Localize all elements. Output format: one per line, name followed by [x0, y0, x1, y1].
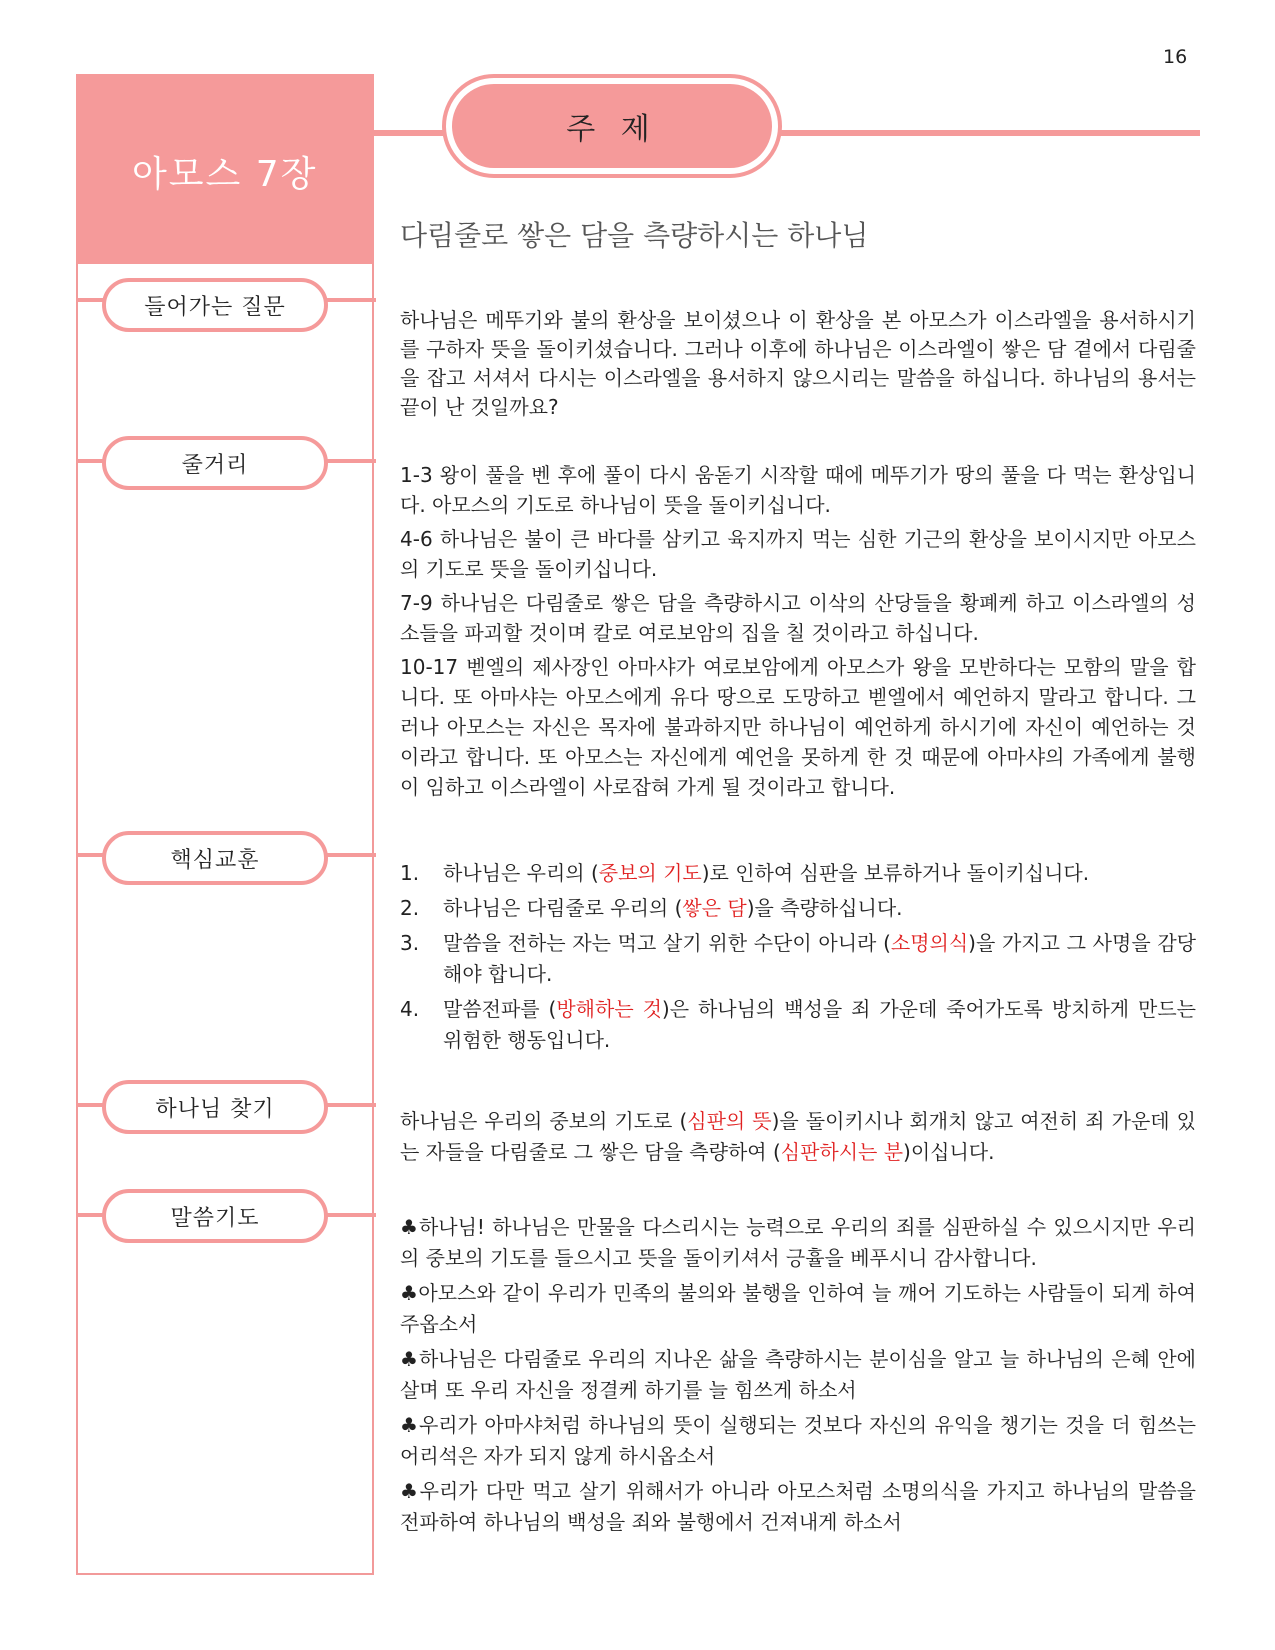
core-lessons-block [400, 858, 1196, 1060]
prayer-item: ♣하나님! 하나님은 만물을 다스리시는 능력으로 우리의 죄를 심판하실 수 있으시지만 우리의 중보의 기도를 들으시고 뜻을 돌이키셔서 긍휼을 베푸시니 감사합니다. [400, 1215, 1196, 1270]
list-item: 2. 하나님은 다림줄로 우리의 (쌓은 담)을 측량하십니다. [400, 893, 1196, 924]
summary-paragraph: 1-3 왕이 풀을 벤 후에 풀이 다시 움돋기 시작할 때에 메뚜기가 땅의 풀을 다 먹는 환상입니다. 아모스의 기도로 하나님이 뜻을 돌이키십니다. [400, 463, 1196, 517]
highlight-text: 소명의식 [890, 931, 969, 955]
highlight-text: 방해하는 것 [556, 997, 662, 1021]
highlight-text: 중보의 기도 [598, 861, 702, 885]
club-icon: ♣ [400, 1281, 419, 1305]
chapter-title: 아모스 7장 [132, 154, 318, 195]
list-item: 3. 말씀을 전하는 자는 먹고 살기 위한 수단이 아니라 (소명의식)을 가지고 그 사명을 감당해야 합니다. [400, 928, 1196, 990]
summary-block [400, 460, 1196, 806]
list-item-number: 1. [400, 861, 420, 885]
club-icon: ♣ [400, 1413, 419, 1437]
page-number: 16 [1163, 46, 1188, 68]
highlight-text: 심판하시는 분 [780, 1140, 904, 1164]
topic-pill [442, 74, 782, 178]
chapter-header [76, 74, 374, 264]
prayer-item: ♣우리가 아마샤처럼 하나님의 뜻이 실행되는 것보다 자신의 유익을 챙기는 것을 더 힘쓰는 어리석은 자가 되지 않게 하시옵소서 [400, 1413, 1196, 1468]
topic-label: 주 제 [452, 84, 772, 168]
list-item-number: 2. [400, 896, 420, 920]
find-god-text: 하나님은 우리의 중보의 기도로 (심판의 뜻)을 돌이키시나 회개치 않고 여전히 죄 가운데 있는 자들을 다림줄로 그 쌓은 담을 측량하여 (심판하시는 분)이십니다. [400, 1109, 1196, 1164]
section-label-prayer: 말씀기도 [102, 1189, 328, 1243]
intro-question-text: 하나님은 메뚜기와 불의 환상을 보이셨으나 이 환상을 본 아모스가 이스라엘을 용서하시기를 구하자 뜻을 돌이키셨습니다. 그러나 이후에 하나님은 이스라엘이 쌓은 담 곁에서 다림줄을 잡고 서셔서 다시는 이스라엘을 용서하지 않으시리는 말씀을 하십니다. 하나님의 용서는 끝이 난 것일까요? [400, 308, 1196, 419]
intro-question-block [400, 306, 1196, 422]
summary-paragraph: 7-9 하나님은 다림줄로 쌓은 담을 측량하시고 이삭의 산당들을 황폐케 하고 이스라엘의 성소들을 파괴할 것이며 칼로 여로보암의 집을 칠 것이라고 하십니다. [400, 591, 1196, 645]
section-label-find-god: 하나님 찾기 [102, 1080, 328, 1134]
highlight-text: 심판의 뜻 [687, 1109, 772, 1133]
topic-text: 다림줄로 쌓은 담을 측량하시는 하나님 [400, 219, 869, 252]
list-item: 1. 하나님은 우리의 (중보의 기도)로 인하여 심판을 보류하거나 돌이키십니다. [400, 858, 1196, 889]
list-item-number: 4. [400, 997, 420, 1021]
summary-paragraph: 10-17 벧엘의 제사장인 아마샤가 여로보암에게 아모스가 왕을 모반하다는 모함의 말을 합니다. 또 아마샤는 아모스에게 유다 땅으로 도망하고 벧엘에서 예언하지 말라고 합니다. 그러나 아모스는 자신은 목자에 불과하지만 하나님이 예언하게 하시기에 자신이 예언하는 것이라고 합니다. 또 아모스는 자신에게 예언을 못하게 한 것 때문에 아마샤의 가족에게 불행이 임하고 이스라엘이 사로잡혀 가게 될 것이라고 합니다. [400, 655, 1196, 799]
club-icon: ♣ [400, 1215, 419, 1239]
prayer-item: ♣아모스와 같이 우리가 민족의 불의와 불행을 인하여 늘 깨어 기도하는 사람들이 되게 하여 주옵소서 [400, 1281, 1196, 1336]
lessons-list [400, 858, 1196, 1056]
list-item: 4. 말씀전파를 (방해하는 것)은 하나님의 백성을 죄 가운데 죽어가도록 방치하게 만드는 위험한 행동입니다. [400, 994, 1196, 1056]
club-icon: ♣ [400, 1347, 419, 1371]
prayer-item: ♣우리가 다만 먹고 살기 위해서가 아니라 아모스처럼 소명의식을 가지고 하나님의 말씀을 전파하여 하나님의 백성을 죄와 불행에서 건져내게 하소서 [400, 1479, 1196, 1534]
find-god-block [400, 1106, 1196, 1168]
club-icon: ♣ [400, 1479, 420, 1503]
section-label-core: 핵심교훈 [102, 831, 328, 885]
list-item-number: 3. [400, 931, 420, 955]
section-label-summary: 줄거리 [102, 436, 328, 490]
summary-paragraph: 4-6 하나님은 불이 큰 바다를 삼키고 육지까지 먹는 심한 기근의 환상을 보이시지만 아모스의 기도로 뜻을 돌이키십니다. [400, 527, 1196, 581]
prayer-block [400, 1212, 1196, 1542]
section-label-intro: 들어가는 질문 [102, 278, 328, 332]
highlight-text: 쌓은 담 [682, 896, 747, 920]
prayer-item: ♣하나님은 다림줄로 우리의 지나온 삶을 측량하시는 분이심을 알고 늘 하나님의 은혜 안에 살며 또 우리 자신을 정결케 하기를 늘 힘쓰게 하소서 [400, 1347, 1196, 1402]
